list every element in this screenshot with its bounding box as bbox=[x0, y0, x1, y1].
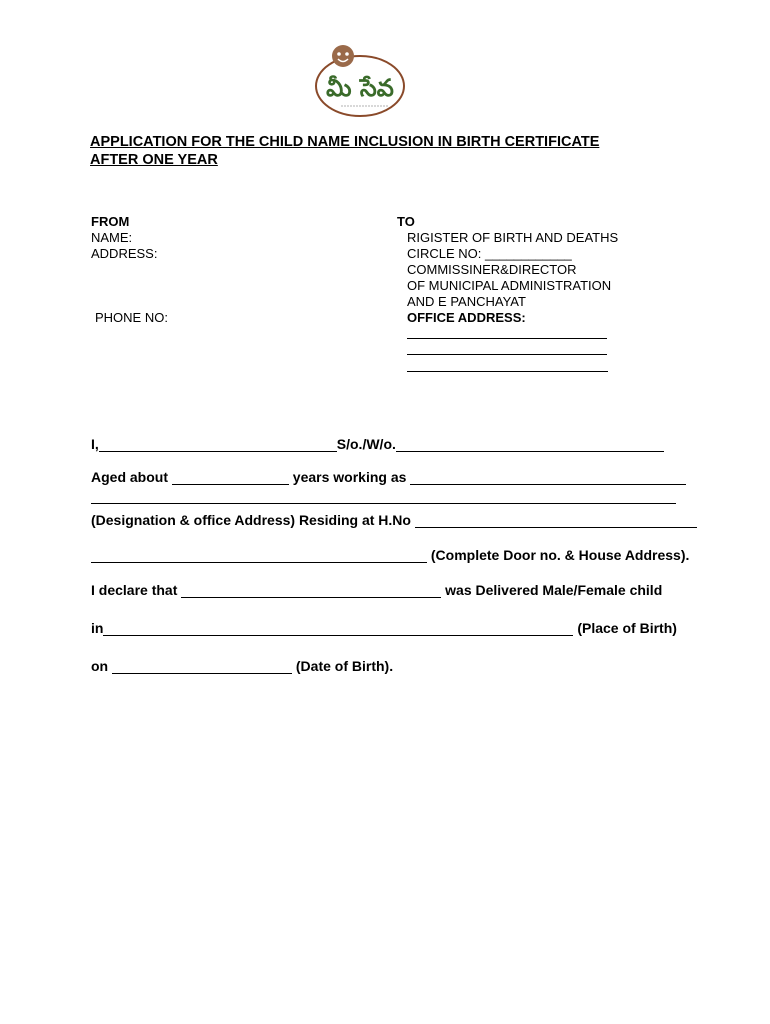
applicant-name-field[interactable] bbox=[99, 437, 337, 452]
office-address-line-3[interactable] bbox=[407, 371, 608, 372]
place-row bbox=[91, 620, 677, 636]
on-label: on bbox=[91, 658, 109, 674]
child-name-field[interactable] bbox=[181, 583, 441, 598]
form-title bbox=[90, 133, 690, 169]
office-address-line-1[interactable] bbox=[407, 338, 607, 339]
date-of-birth-field[interactable] bbox=[112, 659, 292, 674]
from-address-label: ADDRESS: bbox=[91, 246, 158, 261]
aged-label: Aged about bbox=[91, 469, 168, 485]
years-label: years working as bbox=[292, 469, 407, 485]
from-phone-label: PHONE NO: bbox=[95, 310, 168, 325]
from-name-label: NAME: bbox=[91, 230, 133, 245]
declare-label: I declare that bbox=[91, 582, 178, 598]
designation-label: (Designation & office Address) Residing at H.No bbox=[91, 512, 411, 528]
to-circle-no: CIRCLE NO: ____________ bbox=[407, 246, 572, 261]
house-address-row bbox=[91, 547, 689, 563]
form-title-line1: APPLICATION FOR THE CHILD NAME INCLUSION IN BIRTH CERTIFICATE bbox=[90, 134, 600, 150]
complete-address-label: (Complete Door no. & House Address). bbox=[430, 547, 690, 563]
mee-seva-logo bbox=[305, 40, 415, 120]
form-title-line2: AFTER ONE YEAR bbox=[90, 152, 218, 168]
age-row bbox=[91, 469, 686, 485]
logo-text: మీ సేవ bbox=[326, 74, 394, 102]
designation-row bbox=[91, 512, 697, 528]
to-heading: TO bbox=[397, 214, 415, 229]
house-address-field[interactable] bbox=[91, 548, 427, 563]
to-office-address-label: OFFICE ADDRESS: bbox=[407, 310, 526, 325]
i-label: I, bbox=[91, 436, 99, 452]
so-label: S/o./W/o. bbox=[336, 436, 396, 452]
from-section bbox=[91, 214, 157, 262]
to-line5: AND E PANCHAYAT bbox=[407, 294, 526, 309]
to-line1: RIGISTER OF BIRTH AND DEATHS bbox=[407, 230, 619, 245]
place-of-birth-label: (Place of Birth) bbox=[577, 620, 677, 636]
name-row bbox=[91, 436, 664, 452]
occupation-continued-line[interactable] bbox=[91, 503, 676, 504]
to-section bbox=[397, 214, 618, 326]
in-label: in bbox=[91, 620, 104, 636]
to-line3: COMMISSINER&DIRECTOR bbox=[407, 262, 577, 277]
delivered-label: was Delivered Male/Female child bbox=[445, 582, 663, 598]
parent-name-field[interactable] bbox=[396, 437, 664, 452]
date-of-birth-label: (Date of Birth). bbox=[295, 658, 394, 674]
date-row bbox=[91, 658, 393, 674]
office-address-line-2[interactable] bbox=[407, 354, 607, 355]
age-field[interactable] bbox=[172, 470, 289, 485]
place-of-birth-field[interactable] bbox=[103, 621, 573, 636]
occupation-field[interactable] bbox=[410, 470, 686, 485]
house-number-field[interactable] bbox=[415, 513, 697, 528]
to-line4: OF MUNICIPAL ADMINISTRATION bbox=[407, 278, 612, 293]
from-heading: FROM bbox=[91, 214, 130, 229]
mee-seva-logo-icon bbox=[305, 40, 415, 120]
declare-row bbox=[91, 582, 662, 598]
